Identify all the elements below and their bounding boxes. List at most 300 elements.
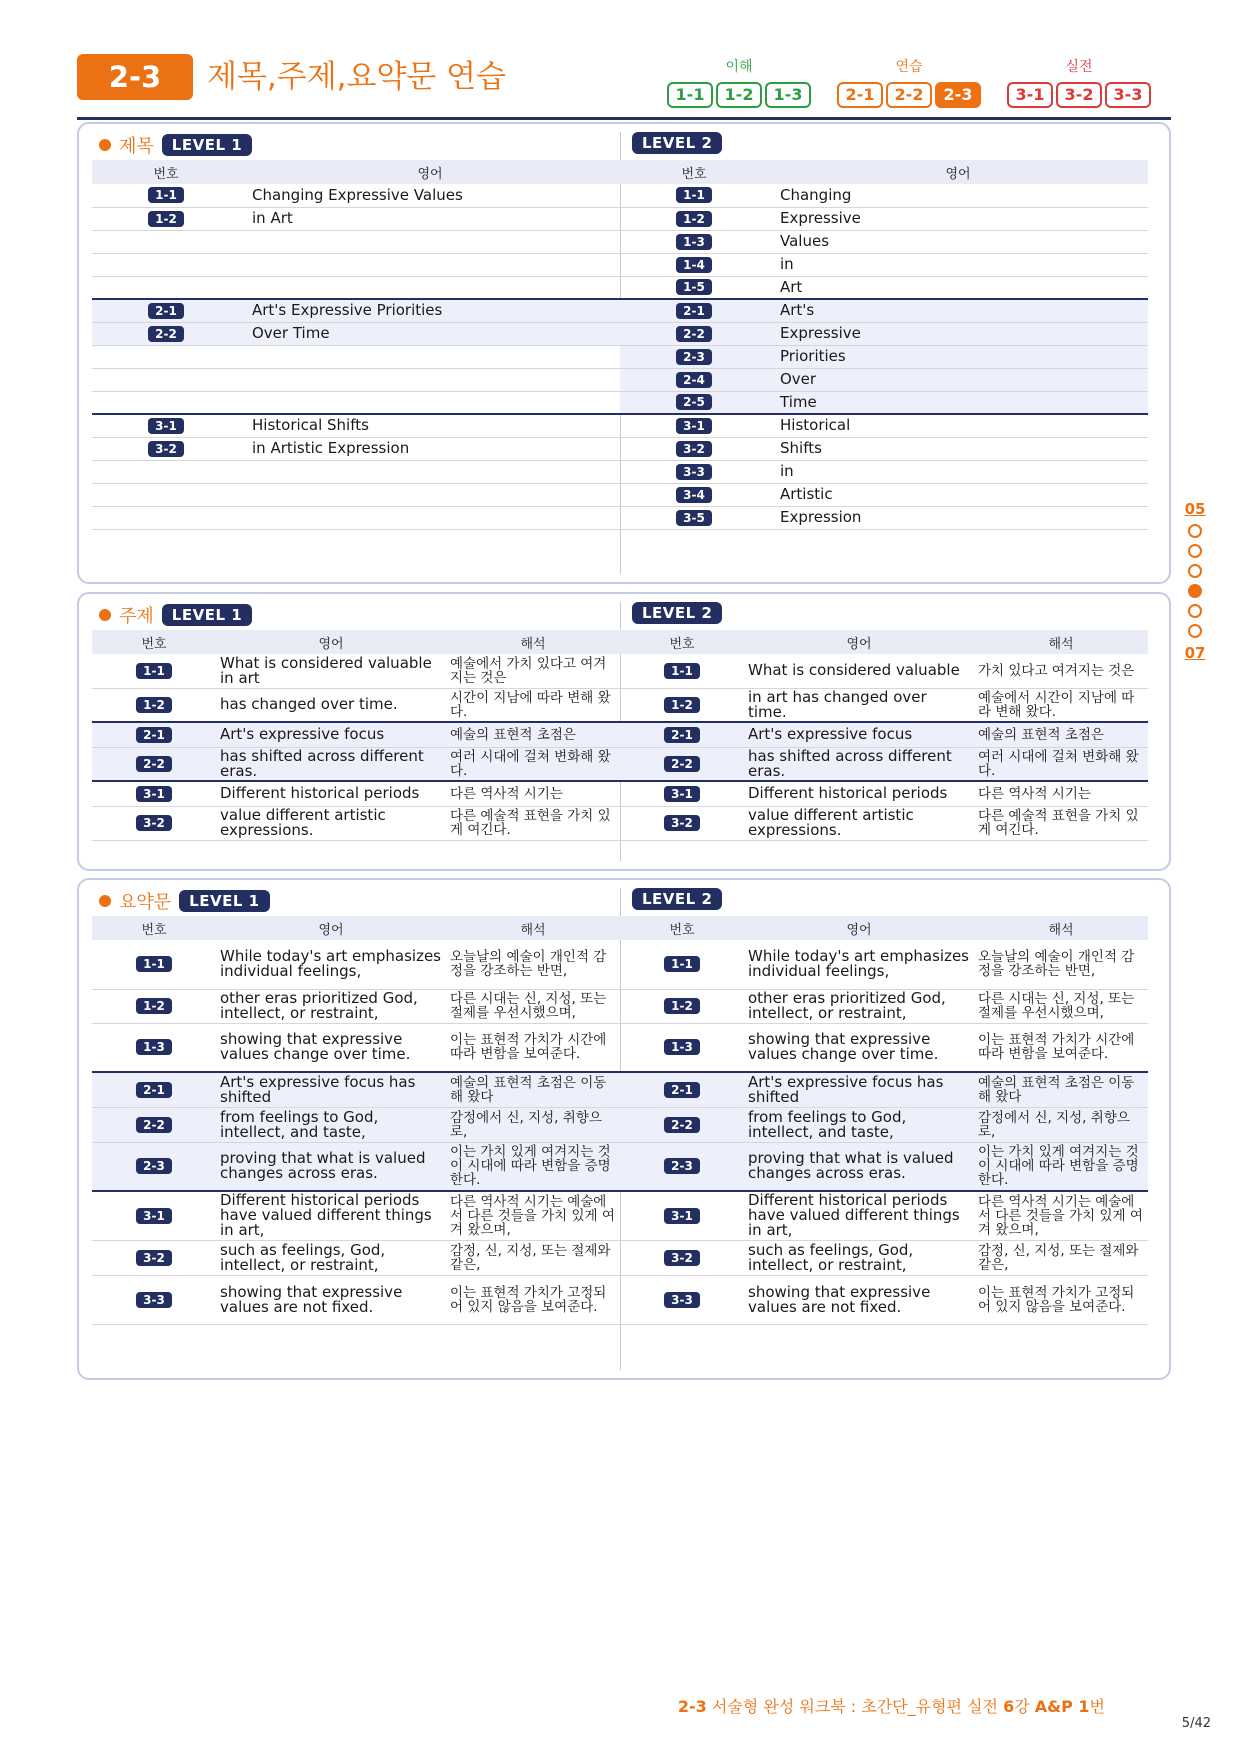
english-cell: Art's expressive focus [216,722,446,747]
nav-2-1-button[interactable]: 2-1 [837,82,883,108]
row-number-badge: 2-2 [148,326,184,342]
row-number-cell [620,654,744,688]
english-cell: Changing Expressive Values [240,184,620,207]
chapter-start-label: 05 [1184,500,1206,518]
row-number-cell [620,1191,744,1240]
english-cell: value different artistic expressions. [216,806,446,840]
row-number-cell [620,345,768,368]
table-row [620,414,1148,437]
lesson-code: 2-3 [77,54,193,100]
table-row [92,345,620,368]
table-row [620,483,1148,506]
row-number-cell [620,437,768,460]
row-number-badge: 1-2 [148,211,184,227]
level-2-badge: LEVEL 2 [632,132,722,154]
table-row [92,1072,620,1107]
nav-group-real [1007,58,1151,108]
korean-cell: 다른 예술적 표현을 가치 있게 여긴다. [446,806,620,840]
nav-1-2-button[interactable]: 1-2 [716,82,762,108]
row-number-badge: 2-3 [664,1158,700,1174]
row-number-badge: 1-2 [136,998,172,1014]
row-number-cell [620,1023,744,1072]
section-header-right [632,888,722,910]
table-row [92,483,620,506]
row-number-badge: 3-3 [676,464,712,480]
table-row [92,184,620,207]
progress-dot-icon [1188,564,1202,578]
row-number-cell [92,654,216,688]
progress-dot-icon [1188,624,1202,638]
english-cell: other eras prioritized God, intellect, or restraint, [216,989,446,1023]
row-number-cell [92,230,240,253]
row-number-badge: 2-2 [664,756,700,772]
english-cell: Artistic [768,483,1148,506]
korean-cell: 다른 시대는 신, 지성, 또는 절제를 우선시했으며, [974,989,1148,1023]
table-row [620,299,1148,322]
english-cell: Art's [768,299,1148,322]
english-cell: has shifted across different eras. [744,747,974,781]
chapter-progress [1180,500,1210,662]
bullet-dot-icon [99,139,111,151]
table-row [92,1107,620,1142]
nav-3-3-button[interactable]: 3-3 [1105,82,1151,108]
english-cell: proving that what is valued changes across eras. [216,1142,446,1191]
col-num: 번호 [92,630,216,654]
english-cell: Different historical periods [744,781,974,806]
english-cell: proving that what is valued changes across eras. [744,1142,974,1191]
english-cell [240,230,620,253]
english-cell: Art's expressive focus [744,722,974,747]
korean-cell: 감정에서 신, 지성, 취향으로, [974,1107,1148,1142]
col-eng: 영어 [216,630,446,654]
english-cell [240,368,620,391]
english-cell: Expressive [768,322,1148,345]
col-num: 번호 [92,916,216,940]
english-cell: from feelings to God, intellect, and taste, [744,1107,974,1142]
col-num: 번호 [92,160,240,184]
row-number-cell [92,506,240,529]
row-number-badge: 3-5 [676,510,712,526]
nav-3-1-button[interactable]: 3-1 [1007,82,1053,108]
table-row [92,1023,620,1072]
english-cell: in Artistic Expression [240,437,620,460]
nav-group-understand [667,58,811,108]
col-eng: 영어 [768,160,1148,184]
table-row [92,1275,620,1324]
row-number-badge: 2-3 [136,1158,172,1174]
korean-cell: 오늘날의 예술이 개인적 감정을 강조하는 반면, [974,940,1148,989]
table-row [92,230,620,253]
row-number-cell [92,437,240,460]
table-row [92,781,620,806]
row-number-badge: 3-1 [136,1208,172,1224]
row-number-badge: 3-1 [664,1208,700,1224]
level-2-table [620,160,1148,530]
row-number-badge: 2-1 [136,727,172,743]
korean-cell: 감정, 신, 지성, 또는 절제와 같은, [446,1240,620,1275]
table-row [92,460,620,483]
table-row [92,207,620,230]
korean-cell: 이는 가치 있게 여겨지는 것이 시대에 따라 변함을 증명한다. [446,1142,620,1191]
row-number-cell [92,345,240,368]
korean-cell: 예술의 표현적 초점은 [446,722,620,747]
row-number-badge: 2-1 [664,1082,700,1098]
nav-group-practice [837,58,981,108]
korean-cell: 예술에서 가치 있다고 여겨지는 것은 [446,654,620,688]
english-cell: While today's art emphasizes individual feelings, [216,940,446,989]
table-row [92,989,620,1023]
row-number-badge: 1-4 [676,257,712,273]
row-number-badge: 3-2 [676,441,712,457]
english-cell: Values [768,230,1148,253]
nav-2-3-button[interactable]: 2-3 [935,82,981,108]
bullet-dot-icon [99,609,111,621]
row-number-cell [92,253,240,276]
col-eng: 영어 [216,916,446,940]
footer-lesson: 6 [1003,1697,1015,1716]
row-number-cell [92,1275,216,1324]
row-number-cell [92,276,240,299]
progress-dot-icon [1188,544,1202,558]
progress-dot-icon [1188,604,1202,618]
english-cell: Expressive [768,207,1148,230]
row-number-cell [92,1240,216,1275]
english-cell: Different historical periods have valued different things in art, [216,1191,446,1240]
nav-3-2-button[interactable]: 3-2 [1056,82,1102,108]
korean-cell: 예술의 표현적 초점은 이동해 왔다 [974,1072,1148,1107]
row-number-badge: 1-1 [664,663,700,679]
progress-dot-filled-icon [1188,584,1202,598]
section-name: 주제 [119,606,154,627]
level-2-badge: LEVEL 2 [632,602,722,624]
summary-section [77,878,1171,1380]
section-header-right [632,132,722,154]
level-2-badge: LEVEL 2 [632,888,722,910]
col-eng: 영어 [240,160,620,184]
level-2-table [620,916,1148,1325]
footer-title [678,1694,1105,1717]
row-number-badge: 3-2 [136,1250,172,1266]
english-cell: from feelings to God, intellect, and taste, [216,1107,446,1142]
table-row [92,276,620,299]
table-row [620,506,1148,529]
english-cell: While today's art emphasizes individual feelings, [744,940,974,989]
row-number-cell [92,1191,216,1240]
footer-item: A&P 1 [1034,1697,1090,1716]
english-cell: such as feelings, God, intellect, or restraint, [744,1240,974,1275]
section-name: 요약문 [119,892,172,913]
korean-cell: 이는 표현적 가치가 시간에 따라 변함을 보여준다. [974,1023,1148,1072]
page-number: 5/42 [1181,1716,1211,1731]
table-row [92,253,620,276]
col-eng: 영어 [744,630,974,654]
section-header [99,132,252,158]
english-cell: in art has changed over time. [744,688,974,722]
table-row [620,253,1148,276]
table-row [620,1023,1148,1072]
english-cell: Different historical periods have valued different things in art, [744,1191,974,1240]
row-number-badge: 2-1 [136,1082,172,1098]
row-number-badge: 2-5 [676,394,712,410]
nav-1-1-button[interactable]: 1-1 [667,82,713,108]
nav-1-3-button[interactable]: 1-3 [765,82,811,108]
korean-cell: 오늘날의 예술이 개인적 감정을 강조하는 반면, [446,940,620,989]
row-number-badge: 3-3 [136,1292,172,1308]
row-number-cell [92,414,240,437]
table-row [620,989,1148,1023]
row-number-badge: 2-2 [676,326,712,342]
table-row [92,1191,620,1240]
col-num: 번호 [620,630,744,654]
korean-cell: 예술의 표현적 초점은 [974,722,1148,747]
korean-cell: 다른 예술적 표현을 가치 있게 여긴다. [974,806,1148,840]
row-number-cell [620,940,744,989]
english-cell: other eras prioritized God, intellect, or restraint, [744,989,974,1023]
korean-cell: 이는 표현적 가치가 시간에 따라 변함을 보여준다. [446,1023,620,1072]
row-number-cell [92,184,240,207]
table-row [620,1191,1148,1240]
section-header [99,888,270,914]
row-number-cell [92,322,240,345]
row-number-cell [620,414,768,437]
korean-cell: 이는 표현적 가치가 고정되어 있지 않음을 보여준다. [446,1275,620,1324]
section-header [99,602,252,628]
row-number-badge: 1-3 [136,1039,172,1055]
footer-text: 서술형 완성 워크북 : 초간단_유형편 실전 [706,1697,1004,1716]
footer-text: 번 [1089,1697,1105,1716]
korean-cell: 이는 표현적 가치가 고정되어 있지 않음을 보여준다. [974,1275,1148,1324]
row-number-cell [620,253,768,276]
col-kor: 해석 [974,630,1148,654]
nav-caption: 실전 [1065,59,1093,75]
row-number-badge: 3-4 [676,487,712,503]
english-cell: value different artistic expressions. [744,806,974,840]
level-1-badge: LEVEL 1 [179,890,269,912]
table-row [620,345,1148,368]
row-number-cell [620,506,768,529]
col-kor: 해석 [974,916,1148,940]
english-cell: Art's expressive focus has shifted [216,1072,446,1107]
row-number-badge: 3-3 [664,1292,700,1308]
table-row [92,1240,620,1275]
row-number-cell [620,722,744,747]
english-cell: What is considered valuable in art [216,654,446,688]
english-cell: has shifted across different eras. [216,747,446,781]
row-number-cell [620,781,744,806]
col-num: 번호 [620,160,768,184]
row-number-cell [620,688,744,722]
level-1-badge: LEVEL 1 [162,604,252,626]
table-row [620,368,1148,391]
row-number-cell [620,1275,744,1324]
english-cell: in [768,460,1148,483]
row-number-cell [620,1072,744,1107]
row-number-cell [620,230,768,253]
row-number-cell [92,722,216,747]
english-cell: showing that expressive values change over time. [216,1023,446,1072]
row-number-cell [92,1107,216,1142]
english-cell: Expression [768,506,1148,529]
korean-cell: 다른 역사적 시기는 예술에서 다른 것들을 가치 있게 여겨 왔으며, [446,1191,620,1240]
table-row [620,654,1148,688]
row-number-cell [620,1142,744,1191]
table-row [620,688,1148,722]
english-cell: in [768,253,1148,276]
row-number-cell [92,940,216,989]
nav-2-2-button[interactable]: 2-2 [886,82,932,108]
row-number-badge: 2-2 [664,1117,700,1133]
table-row [92,722,620,747]
english-cell [240,345,620,368]
table-row [620,391,1148,414]
level-1-badge: LEVEL 1 [162,134,252,156]
english-cell: showing that expressive values are not fixed. [744,1275,974,1324]
col-num: 번호 [620,916,744,940]
korean-cell: 이는 가치 있게 여겨지는 것이 시대에 따라 변함을 증명한다. [974,1142,1148,1191]
table-row [92,437,620,460]
progress-dot-icon [1188,524,1202,538]
row-number-cell [92,207,240,230]
table-row [620,1107,1148,1142]
chapter-end-label: 07 [1184,644,1206,662]
row-number-cell [92,368,240,391]
korean-cell: 다른 역사적 시기는 [446,781,620,806]
english-cell: Art [768,276,1148,299]
row-number-badge: 2-1 [148,303,184,319]
title-section [77,122,1171,584]
english-cell: Shifts [768,437,1148,460]
english-cell: Historical [768,414,1148,437]
row-number-badge: 2-3 [676,349,712,365]
english-cell: Changing [768,184,1148,207]
english-cell [240,253,620,276]
table-row [620,230,1148,253]
theme-section [77,592,1171,871]
nav-caption: 연습 [895,59,923,75]
table-row [92,940,620,989]
english-cell: Different historical periods [216,781,446,806]
row-number-badge: 2-1 [676,303,712,319]
row-number-badge: 2-2 [136,1117,172,1133]
table-row [92,506,620,529]
korean-cell: 다른 역사적 시기는 예술에서 다른 것들을 가치 있게 여겨 왔으며, [974,1191,1148,1240]
korean-cell: 예술에서 시간이 지남에 따라 변해 왔다. [974,688,1148,722]
english-cell: Priorities [768,345,1148,368]
row-number-cell [92,1072,216,1107]
table-row [92,806,620,840]
row-number-cell [92,483,240,506]
row-number-badge: 3-2 [136,815,172,831]
english-cell: such as feelings, God, intellect, or restraint, [216,1240,446,1275]
korean-cell: 여러 시대에 걸쳐 변화해 왔다. [446,747,620,781]
korean-cell: 감정, 신, 지성, 또는 절제와 같은, [974,1240,1148,1275]
row-number-badge: 1-2 [136,697,172,713]
table-row [620,940,1148,989]
table-row [92,688,620,722]
row-number-cell [620,1107,744,1142]
korean-cell: 감정에서 신, 지성, 취향으로, [446,1107,620,1142]
row-number-cell [92,391,240,414]
english-cell [240,483,620,506]
level-1-table [92,160,620,530]
row-number-badge: 3-1 [676,418,712,434]
table-row [620,1142,1148,1191]
row-number-cell [620,299,768,322]
row-number-badge: 2-2 [136,756,172,772]
row-number-cell [620,989,744,1023]
col-kor: 해석 [446,916,620,940]
english-cell: Over Time [240,322,620,345]
page-title: 제목,주제,요약문 연습 [207,59,507,95]
row-number-cell [92,1142,216,1191]
row-number-cell [620,276,768,299]
row-number-badge: 1-1 [136,956,172,972]
table-row [620,722,1148,747]
table-row [620,806,1148,840]
row-number-badge: 3-1 [664,786,700,802]
korean-cell: 여러 시대에 걸쳐 변화해 왔다. [974,747,1148,781]
section-header-right [632,602,722,624]
row-number-cell [92,781,216,806]
row-number-cell [92,1023,216,1072]
row-number-badge: 1-2 [676,211,712,227]
row-number-cell [620,322,768,345]
row-number-cell [620,460,768,483]
row-number-badge: 1-2 [664,998,700,1014]
english-cell: Historical Shifts [240,414,620,437]
bullet-dot-icon [99,895,111,907]
korean-cell: 다른 시대는 신, 지성, 또는 절제를 우선시했으며, [446,989,620,1023]
table-row [92,391,620,414]
row-number-badge: 1-5 [676,279,712,295]
section-name: 제목 [119,136,154,157]
row-number-badge: 1-1 [136,663,172,679]
table-row [92,747,620,781]
english-cell: in Art [240,207,620,230]
english-cell: Art's Expressive Priorities [240,299,620,322]
row-number-cell [92,460,240,483]
table-row [620,781,1148,806]
level-1-table [92,916,620,1325]
table-row [620,747,1148,781]
table-row [620,207,1148,230]
english-cell: Art's expressive focus has shifted [744,1072,974,1107]
english-cell: Time [768,391,1148,414]
english-cell: What is considered valuable [744,654,974,688]
row-number-badge: 3-1 [136,786,172,802]
table-row [620,1072,1148,1107]
table-row [92,322,620,345]
row-number-badge: 2-4 [676,372,712,388]
table-row [620,184,1148,207]
table-row [620,322,1148,345]
korean-cell: 다른 역사적 시기는 [974,781,1148,806]
korean-cell: 시간이 지남에 따라 변해 왔다. [446,688,620,722]
table-row [620,1240,1148,1275]
row-number-cell [620,747,744,781]
row-number-cell [92,806,216,840]
english-cell [240,460,620,483]
row-number-badge: 1-1 [676,187,712,203]
table-row [92,414,620,437]
table-row [92,368,620,391]
table-row [620,437,1148,460]
english-cell: has changed over time. [216,688,446,722]
row-number-badge: 3-2 [148,441,184,457]
table-row [92,299,620,322]
table-row [92,1142,620,1191]
row-number-cell [92,747,216,781]
